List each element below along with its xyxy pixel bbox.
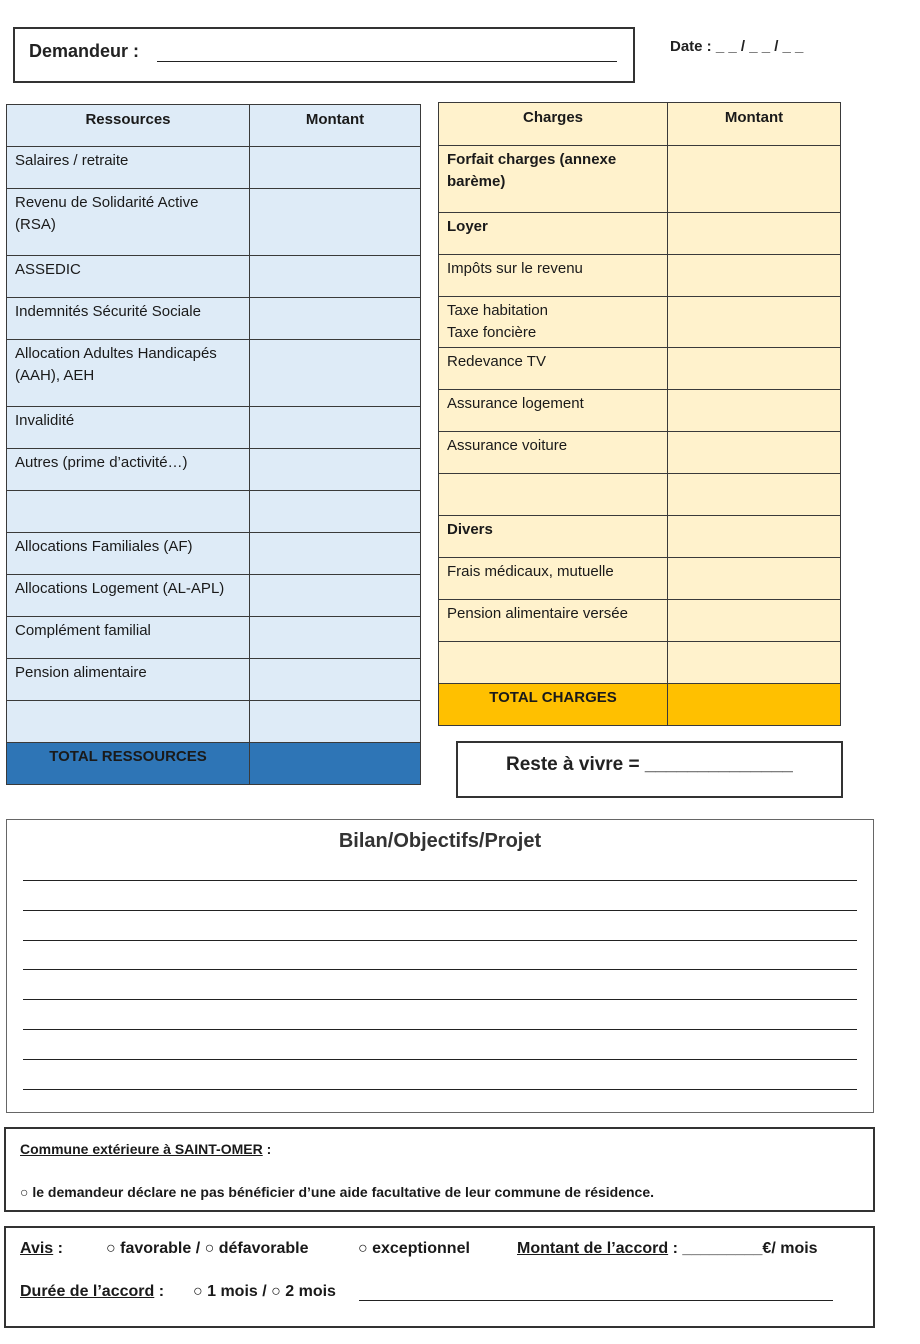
bilan-writing-line[interactable] [23,969,857,970]
resource-row [7,533,421,575]
charge-amount-cell[interactable] [668,348,841,390]
resource-label: Revenu de Solidarité Active (RSA) [7,189,250,256]
charge-label: Assurance voiture [439,432,668,474]
resource-amount-cell[interactable] [250,575,421,617]
resource-amount-cell[interactable] [250,147,421,189]
resource-label: Allocations Familiales (AF) [7,533,250,575]
resource-amount-cell[interactable] [250,298,421,340]
charge-amount-cell[interactable] [668,255,841,297]
bilan-writing-line[interactable] [23,999,857,1000]
resources-header: Ressources [7,105,250,147]
date-field[interactable]: Date : _ _ / _ _ / _ _ [670,38,804,55]
charges-header: Charges [439,103,668,146]
resources-amount-header: Montant [250,105,421,147]
resource-amount-cell[interactable] [250,617,421,659]
charge-amount-cell[interactable] [668,297,841,348]
resource-label: Invalidité [7,407,250,449]
resource-label: Salaires / retraite [7,147,250,189]
resource-row [7,701,421,743]
duree-input-line[interactable] [359,1300,833,1301]
resource-amount-cell[interactable] [250,256,421,298]
charge-row [439,558,841,600]
avis-box [4,1226,875,1328]
charge-row [439,642,841,684]
charge-label: Taxe habitation Taxe foncière [439,297,668,348]
charge-row [439,600,841,642]
resource-row [7,575,421,617]
charge-amount-cell[interactable] [668,390,841,432]
charge-amount-cell[interactable] [668,642,841,684]
resource-label: Allocation Adultes Handicapés (AAH), AEH [7,340,250,407]
commune-declaration-option[interactable]: ○ le demandeur déclare ne pas bénéficier d’une aide facultative de leur commune de résidence. [20,1184,655,1200]
resource-label [7,491,250,533]
avis-favorable-defavorable-options[interactable]: ○ favorable / ○ défavorable [106,1240,309,1257]
resource-label [7,701,250,743]
charge-amount-cell[interactable] [668,213,841,255]
resource-row [7,147,421,189]
commune-box [4,1127,875,1212]
resource-total-row [7,743,421,785]
bilan-writing-line[interactable] [23,1059,857,1060]
bilan-writing-line[interactable] [23,880,857,881]
resource-row [7,449,421,491]
resource-row [7,298,421,340]
bilan-writing-line[interactable] [23,1089,857,1090]
resource-label: Autres (prime d’activité…) [7,449,250,491]
charge-amount-cell[interactable] [668,516,841,558]
charge-row [439,213,841,255]
demandeur-input-line[interactable] [157,61,617,62]
charge-amount-cell[interactable] [668,474,841,516]
charge-row [439,348,841,390]
resource-label: Pension alimentaire [7,659,250,701]
reste-a-vivre-label[interactable]: Reste à vivre = ______________ [506,754,793,775]
avis-exceptionnel-option[interactable]: ○ exceptionnel [358,1240,470,1257]
bilan-writing-line[interactable] [23,1029,857,1030]
resource-row [7,407,421,449]
bilan-title: Bilan/Objectifs/Projet [338,830,542,852]
resource-label: Allocations Logement (AL-APL) [7,575,250,617]
charges-amount-header: Montant [668,103,841,146]
charge-label [439,642,668,684]
resource-label: Complément familial [7,617,250,659]
charge-row [439,474,841,516]
charge-total-row [439,684,841,726]
resource-label: Indemnités Sécurité Sociale [7,298,250,340]
charge-row [439,516,841,558]
commune-title: Commune extérieure à SAINT-OMER : [20,1141,272,1157]
charge-amount-cell[interactable] [668,432,841,474]
resource-amount-cell[interactable] [250,701,421,743]
reste-a-vivre-box [456,741,843,798]
resource-row [7,659,421,701]
bilan-box [6,819,874,1113]
charge-label: Frais médicaux, mutuelle [439,558,668,600]
charge-row [439,255,841,297]
charges-table [438,102,841,726]
resource-total-amount-cell[interactable] [250,743,421,785]
charge-amount-cell[interactable] [668,558,841,600]
charge-label: Divers [439,516,668,558]
avis-label: Avis : [20,1240,63,1257]
resource-row [7,256,421,298]
bilan-writing-line[interactable] [23,910,857,911]
charge-amount-cell[interactable] [668,146,841,213]
duree-options[interactable]: ○ 1 mois / ○ 2 mois [193,1283,336,1300]
resource-amount-cell[interactable] [250,491,421,533]
resource-total-label: TOTAL RESSOURCES [7,743,250,785]
charge-total-label: TOTAL CHARGES [439,684,668,726]
demandeur-label: Demandeur : [29,41,140,61]
resource-amount-cell[interactable] [250,189,421,256]
charge-label: Pension alimentaire versée [439,600,668,642]
charge-label [439,474,668,516]
resource-row [7,189,421,256]
resource-row [7,340,421,407]
charge-row [439,390,841,432]
resource-row [7,617,421,659]
charge-label: Redevance TV [439,348,668,390]
bilan-writing-line[interactable] [23,940,857,941]
resource-amount-cell[interactable] [250,659,421,701]
charge-label: Impôts sur le revenu [439,255,668,297]
charge-label: Forfait charges (annexe barème) [439,146,668,213]
charge-row [439,297,841,348]
resource-amount-cell[interactable] [250,533,421,575]
charge-row [439,432,841,474]
resource-label: ASSEDIC [7,256,250,298]
charge-total-amount-cell[interactable] [668,684,841,726]
charge-amount-cell[interactable] [668,600,841,642]
charge-label: Loyer [439,213,668,255]
duree-accord-label: Durée de l’accord : [20,1283,165,1300]
demandeur-box [13,27,635,83]
resource-amount-cell[interactable] [250,407,421,449]
charge-label: Assurance logement [439,390,668,432]
montant-accord-field[interactable]: Montant de l’accord : _________€/ mois [517,1240,818,1257]
resources-table [6,104,421,785]
resource-row [7,491,421,533]
charge-row [439,146,841,213]
resource-amount-cell[interactable] [250,340,421,407]
resource-amount-cell[interactable] [250,449,421,491]
